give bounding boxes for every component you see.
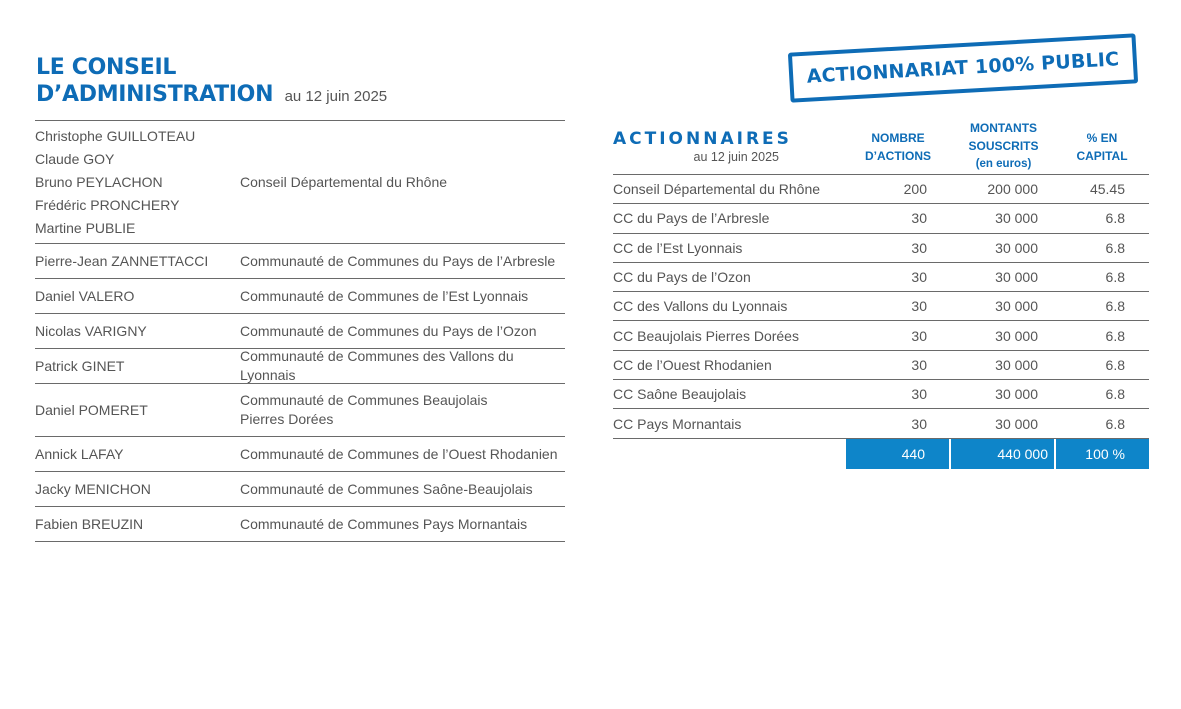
board-row: [35, 437, 565, 472]
board-row: [35, 314, 565, 349]
shareholder-actions: 30: [911, 356, 927, 373]
board-member-org: Communauté de Communes Saône-Beaujolais: [240, 480, 533, 497]
shareholder-pct: 6.8: [1105, 210, 1125, 227]
shareholder-amount: 200 000: [987, 181, 1038, 198]
board-member-org: Communauté de Communes des Vallons du Lyonnais: [240, 348, 514, 383]
total-actions: 440: [846, 439, 949, 469]
shareholder-pct: 6.8: [1105, 298, 1125, 315]
board-member-org: Communauté de Communes de l’Ouest Rhodanien: [240, 445, 558, 462]
column-header-amount: [956, 119, 1051, 173]
board-member-name: Jacky MENICHON: [35, 480, 151, 497]
shareholder-amount: 30 000: [995, 415, 1038, 432]
shareholder-actions: 30: [911, 415, 927, 432]
table-row: [613, 174, 1149, 203]
shareholder-actions: 30: [911, 210, 927, 227]
column-header-pct-line2: CAPITAL: [1076, 149, 1128, 163]
board-row: [35, 349, 565, 384]
column-header-actions-line1: NOMBRE: [871, 131, 925, 145]
board-title-line2: D’ADMINISTRATION: [36, 82, 274, 107]
shareholder-amount: 30 000: [995, 269, 1038, 286]
shareholder-name: CC du Pays de l’Arbresle: [613, 210, 770, 227]
column-header-actions: [852, 129, 944, 165]
board-member-name: Pierre-Jean ZANNETTACCI: [35, 252, 209, 269]
public-ownership-stamp: [788, 33, 1138, 102]
column-header-amount-line1: MONTANTS: [969, 121, 1038, 135]
shareholder-name: CC du Pays de l’Ozon: [613, 269, 751, 286]
board-member-name: Frédéric PRONCHERY: [35, 197, 180, 213]
board-member-name: Christophe GUILLOTEAU: [35, 128, 196, 144]
board-table: [35, 120, 565, 542]
board-row-names: [35, 124, 240, 240]
table-row: [613, 408, 1149, 437]
board-member-name: Annick LAFAY: [35, 445, 124, 462]
shareholder-actions: 30: [911, 298, 927, 315]
board-member-org: Communauté de Communes du Pays de l’Arbresle: [240, 252, 556, 269]
board-member-org: Communauté de Communes de l’Est Lyonnais: [240, 287, 529, 304]
table-row: [613, 203, 1149, 232]
board-member-name: Martine PUBLIE: [35, 220, 136, 236]
column-header-pct: [1063, 129, 1141, 165]
shareholder-name: CC Pays Mornantais: [613, 415, 742, 432]
shareholder-pct: 6.8: [1105, 356, 1125, 373]
shareholder-amount: 30 000: [995, 298, 1038, 315]
shareholder-name: CC des Vallons du Lyonnais: [613, 298, 788, 315]
shareholder-pct: 6.8: [1105, 386, 1125, 403]
table-row: [613, 350, 1149, 379]
shareholder-name: CC Beaujolais Pierres Dorées: [613, 327, 799, 344]
shareholder-name: CC de l’Ouest Rhodanien: [613, 356, 772, 373]
shareholder-amount: 30 000: [995, 239, 1038, 256]
board-member-name: Claude GOY: [35, 151, 115, 167]
total-row: [613, 438, 1149, 469]
shareholder-pct: 45.45: [1089, 181, 1125, 198]
board-row: [35, 472, 565, 507]
total-amount: 440 000: [951, 439, 1054, 469]
shareholder-actions: 30: [911, 239, 927, 256]
shareholders-title: ACTIONNAIRES: [613, 129, 792, 149]
shareholder-pct: 6.8: [1105, 269, 1125, 286]
board-title-line1: LE CONSEIL: [36, 55, 177, 80]
column-header-amount-line2: SOUSCRITS: [968, 139, 1039, 153]
shareholders-table: [613, 174, 1149, 469]
board-row: [35, 507, 565, 542]
shareholder-amount: 30 000: [995, 210, 1038, 227]
board-member-name: Nicolas VARIGNY: [35, 322, 147, 339]
stamp-label: ACTIONNARIAT 100% PUBLIC: [806, 48, 1120, 88]
board-member-org: Communauté de Communes Pays Mornantais: [240, 515, 528, 532]
shareholder-actions: 30: [911, 386, 927, 403]
total-pct: 100 %: [1056, 439, 1149, 469]
board-member-org: Conseil Départemental du Rhône: [240, 173, 448, 190]
column-header-pct-line1: % EN: [1086, 131, 1118, 145]
board-row: [35, 279, 565, 314]
table-row: [613, 233, 1149, 262]
board-member-org: Communauté de Communes Beaujolais Pierres Dorées: [240, 392, 488, 427]
table-row: [613, 379, 1149, 408]
shareholder-actions: 30: [911, 269, 927, 286]
board-member-name: Patrick GINET: [35, 357, 125, 374]
board-date: au 12 juin 2025: [284, 88, 388, 105]
column-header-actions-line2: D’ACTIONS: [865, 149, 931, 163]
board-member-org: Communauté de Communes du Pays de l’Ozon: [240, 322, 537, 339]
table-row: [613, 320, 1149, 349]
shareholder-name: CC Saône Beaujolais: [613, 386, 747, 403]
board-title: [36, 54, 387, 110]
board-member-name: Daniel POMERET: [35, 401, 148, 418]
shareholder-actions: 200: [903, 181, 927, 198]
shareholder-pct: 6.8: [1105, 415, 1125, 432]
board-member-name: Fabien BREUZIN: [35, 515, 144, 532]
table-row: [613, 291, 1149, 320]
table-row: [613, 262, 1149, 291]
column-header-amount-line3: (en euros): [975, 158, 1032, 170]
shareholder-amount: 30 000: [995, 356, 1038, 373]
shareholders-heading: [613, 128, 792, 164]
board-row: [35, 244, 565, 279]
shareholder-pct: 6.8: [1105, 239, 1125, 256]
shareholder-amount: 30 000: [995, 386, 1038, 403]
shareholder-name: Conseil Départemental du Rhône: [613, 181, 821, 198]
shareholder-actions: 30: [911, 327, 927, 344]
shareholder-pct: 6.8: [1105, 327, 1125, 344]
shareholder-name: CC de l’Est Lyonnais: [613, 239, 743, 256]
shareholder-amount: 30 000: [995, 327, 1038, 344]
shareholders-date: au 12 juin 2025: [693, 150, 779, 164]
board-member-name: Bruno PEYLACHON: [35, 174, 163, 190]
board-row: [35, 384, 565, 437]
board-member-name: Daniel VALERO: [35, 287, 135, 304]
board-row: [35, 121, 565, 244]
